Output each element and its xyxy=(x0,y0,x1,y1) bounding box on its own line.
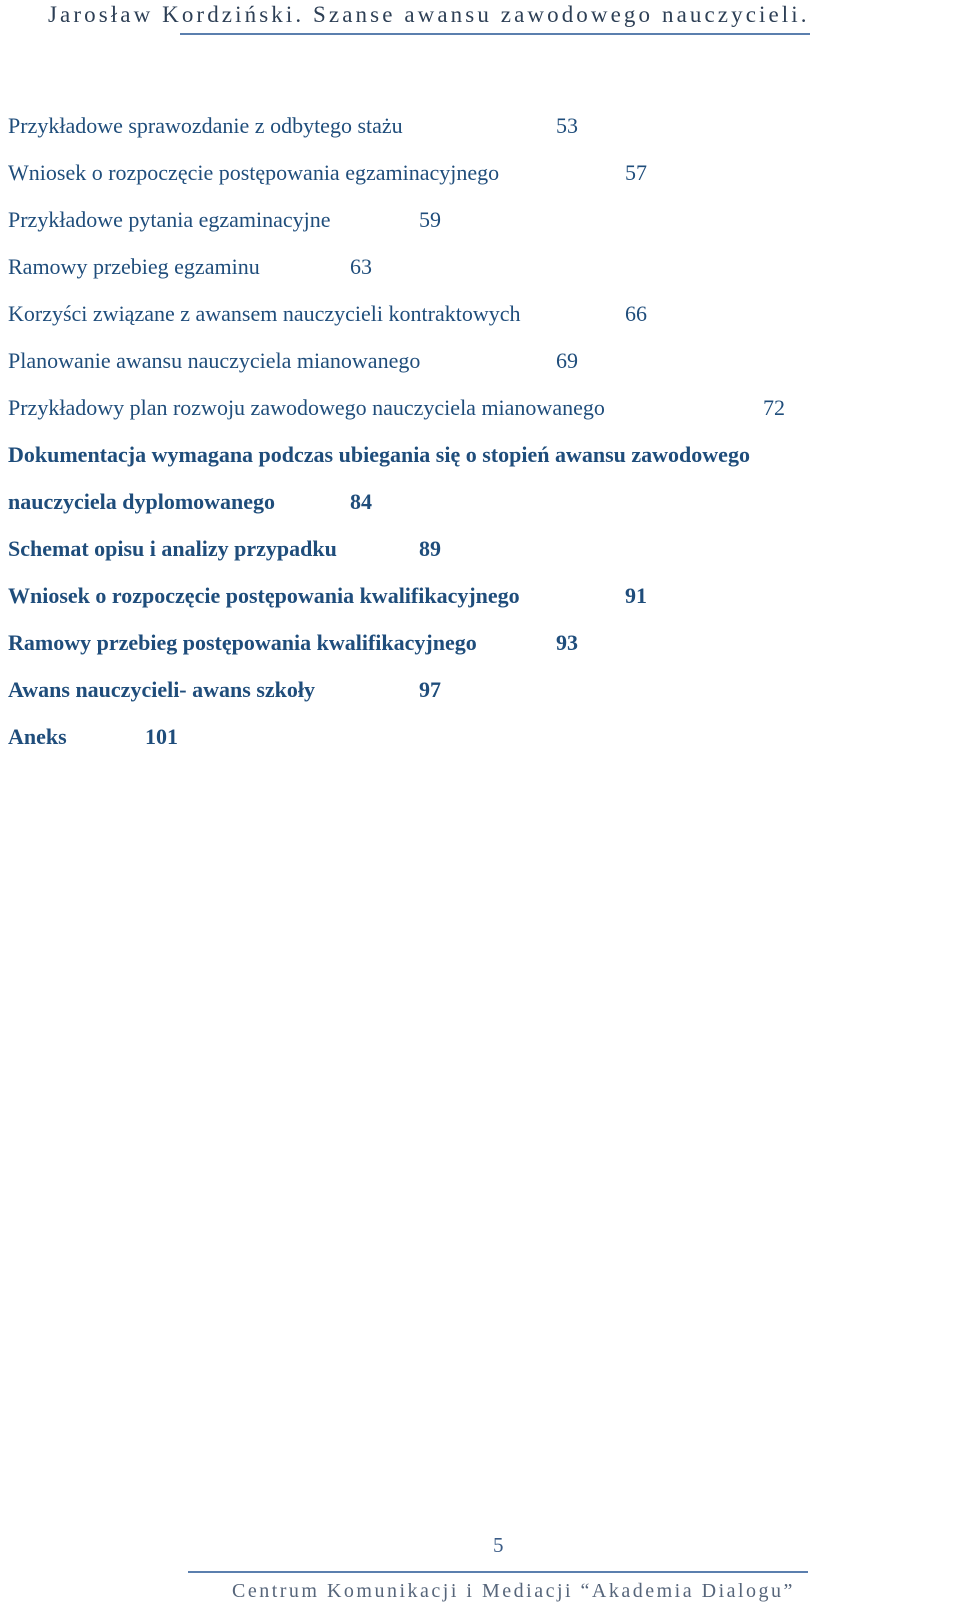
toc-entry-title: Awans nauczycieli- awans szkoły xyxy=(8,677,315,702)
footer-divider xyxy=(188,1571,808,1573)
toc-entry-page: 84 xyxy=(350,489,372,514)
toc-entry xyxy=(8,160,948,207)
toc-entry-title: Dokumentacja wymagana podczas ubiegania się o stopień awansu zawodowego xyxy=(8,442,750,467)
toc-entry xyxy=(8,301,948,348)
toc-entry-title: Wniosek o rozpoczęcie postępowania egzaminacyjnego xyxy=(8,160,500,185)
toc-entry-page: 72 xyxy=(763,395,785,420)
toc-entry xyxy=(8,395,948,442)
toc-entry xyxy=(8,113,948,160)
header-divider xyxy=(180,33,810,35)
toc-entry xyxy=(8,630,948,677)
toc-entry xyxy=(8,583,948,630)
toc-entry-title: Planowanie awansu nauczyciela mianowanego xyxy=(8,348,421,373)
toc-entry-title: Ramowy przebieg postępowania kwalifikacyjnego xyxy=(8,630,477,655)
toc-entry-title: Przykładowy plan rozwoju zawodowego nauczyciela mianowanego xyxy=(8,395,605,420)
toc-entry-title: Wniosek o rozpoczęcie postępowania kwalifikacyjnego xyxy=(8,583,520,608)
footer-organization: Centrum Komunikacji i Mediacji “Akademia Dialogu” xyxy=(232,1580,795,1602)
toc-entry xyxy=(8,442,948,489)
table-of-contents xyxy=(8,113,948,771)
toc-entry-page: 69 xyxy=(556,348,578,373)
toc-entry-page: 93 xyxy=(556,630,578,655)
toc-entry-title: Aneks xyxy=(8,724,67,749)
toc-entry xyxy=(8,207,948,254)
header-title: Jarosław Kordziński. Szanse awansu zawodowego nauczycieli. xyxy=(48,2,810,27)
toc-entry-page: 57 xyxy=(625,160,647,185)
toc-entry xyxy=(8,489,948,536)
toc-entry-page: 63 xyxy=(350,254,372,279)
toc-entry-page: 59 xyxy=(419,207,441,232)
toc-entry-page: 53 xyxy=(556,113,578,138)
toc-entry xyxy=(8,536,948,583)
toc-entry-title: Korzyści związane z awansem nauczycieli kontraktowych xyxy=(8,301,521,326)
page-number: 5 xyxy=(493,1533,504,1557)
toc-entry-page: 91 xyxy=(625,583,647,608)
toc-entry-page: 66 xyxy=(625,301,647,326)
toc-entry xyxy=(8,724,948,771)
toc-entry xyxy=(8,254,948,301)
toc-entry-title: nauczyciela dyplomowanego xyxy=(8,489,276,514)
toc-entry-title: Przykładowe sprawozdanie z odbytego stażu xyxy=(8,113,403,138)
toc-entry-title: Ramowy przebieg egzaminu xyxy=(8,254,260,279)
toc-entry-title: Schemat opisu i analizy przypadku xyxy=(8,536,337,561)
toc-entry-page: 101 xyxy=(145,724,178,749)
toc-entry-page: 97 xyxy=(419,677,441,702)
toc-entry-page: 89 xyxy=(419,536,441,561)
toc-entry xyxy=(8,677,948,724)
toc-entry xyxy=(8,348,948,395)
page-header xyxy=(0,0,960,40)
toc-entry-title: Przykładowe pytania egzaminacyjne xyxy=(8,207,331,232)
